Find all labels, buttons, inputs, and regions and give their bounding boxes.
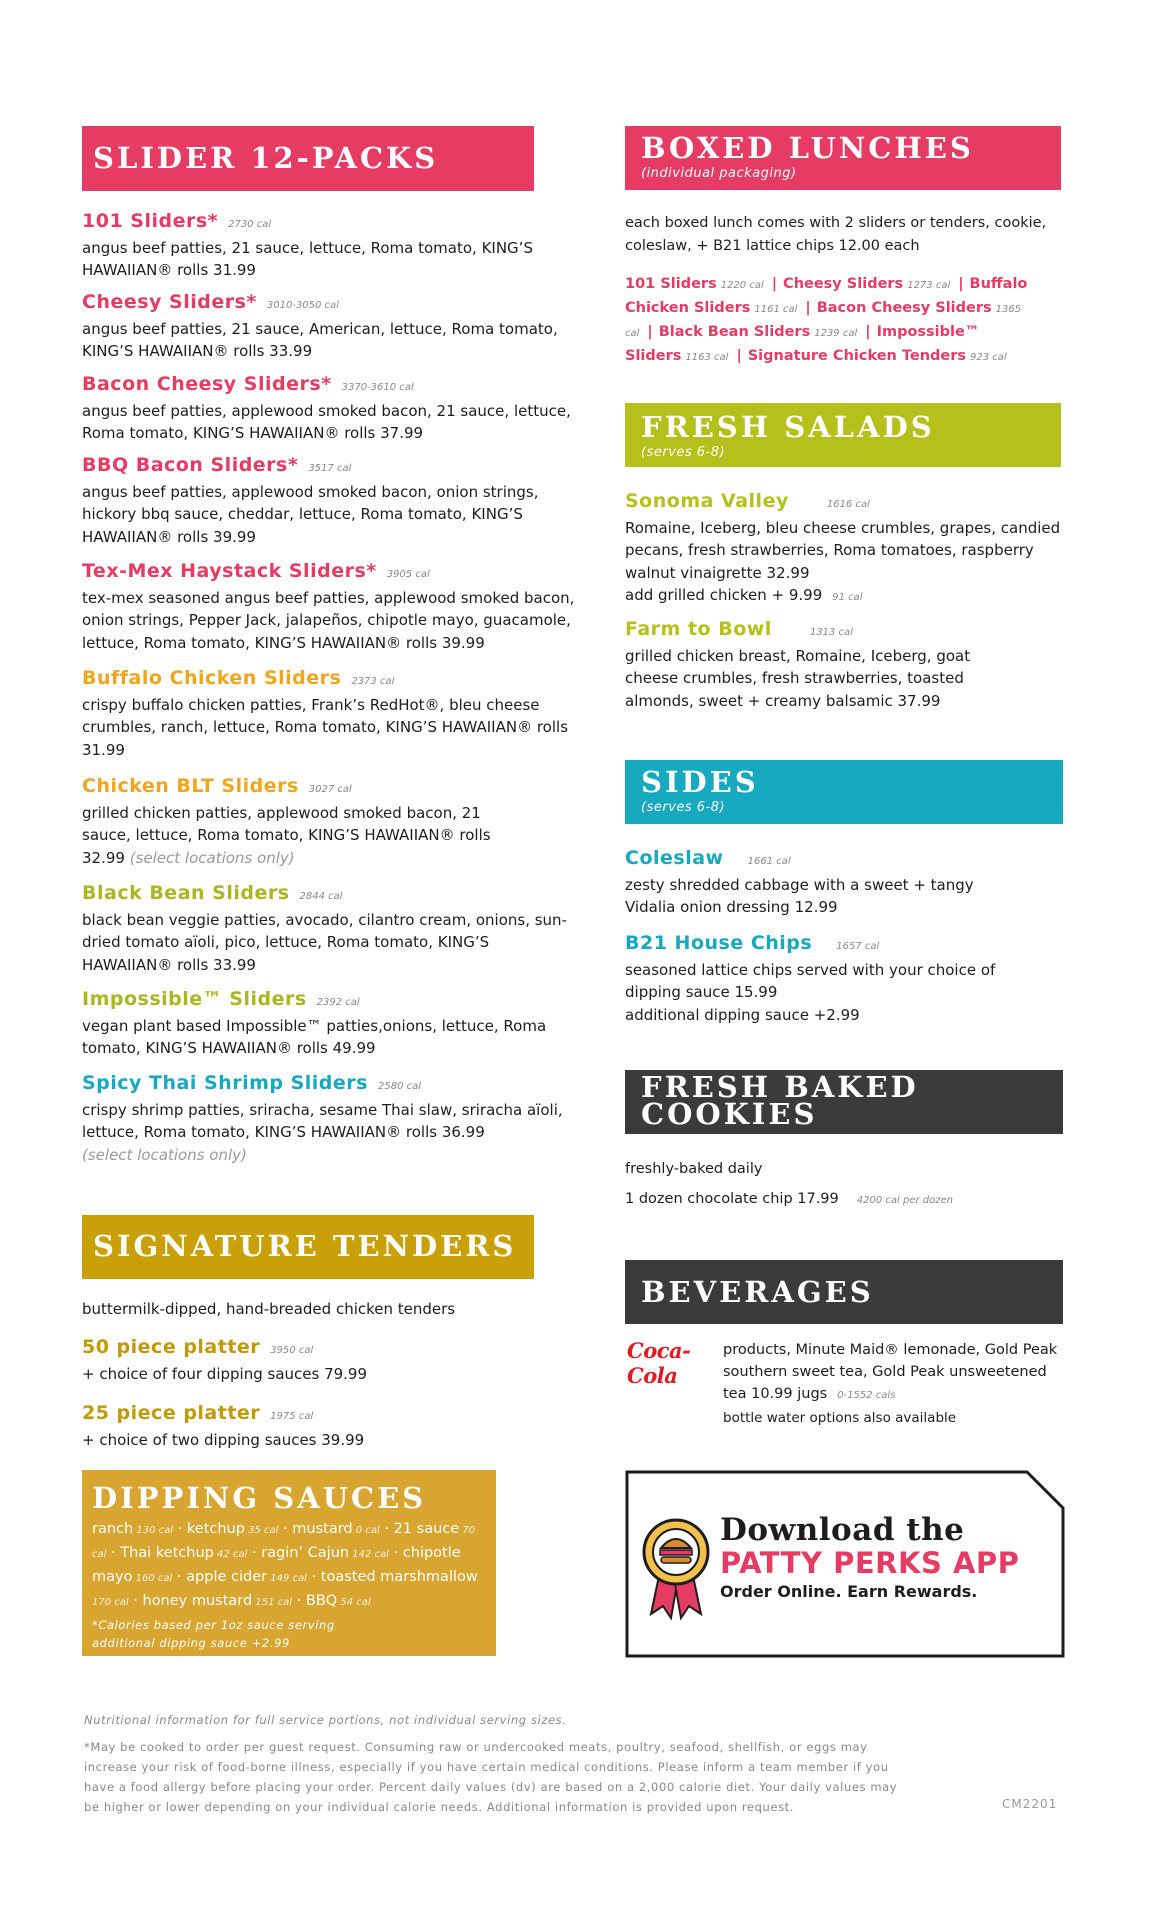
sauces-extra: additional dipping sauce +2.99 bbox=[92, 1636, 290, 1650]
menu-item-coleslaw bbox=[625, 847, 1025, 919]
item-name: 25 piece platter bbox=[82, 1402, 261, 1424]
item-desc: angus beef patties, applewood smoked bacon, 21 sauce, lettuce, Roma tomato, KING’S HAWAIIAN® rolls 37.99 bbox=[82, 401, 571, 442]
sauce-cal: 70 cal bbox=[92, 1525, 476, 1560]
item-desc: + choice of four dipping sauces 79.99 bbox=[82, 1364, 368, 1383]
cookies-info bbox=[625, 1154, 1065, 1216]
item-desc: black bean veggie patties, avocado, cilantro cream, onions, sun-dried tomato aïoli, pico, lettuce, Roma tomato, KING’S HAWAIIAN® rolls 33.99 bbox=[82, 910, 567, 974]
separator: · bbox=[278, 1521, 293, 1537]
item-desc: angus beef patties, 21 sauce, American, lettuce, Roma tomato, KING’S HAWAIIAN® rolls 33.99 bbox=[82, 319, 558, 360]
sliders-header bbox=[82, 126, 534, 191]
boxed-item-name: Black Bean Sliders bbox=[658, 324, 811, 340]
dipping-sauces-box bbox=[82, 1470, 496, 1656]
separator: | bbox=[647, 324, 653, 340]
sauce-name: chipotle mayo bbox=[92, 1545, 461, 1585]
item-desc: crispy shrimp patties, sriracha, sesame Thai slaw, sriracha aïoli, lettuce, Roma tomato, KING’S HAWAIIAN® rolls 36.99 bbox=[82, 1100, 563, 1141]
separator: · bbox=[128, 1593, 143, 1609]
separator: | bbox=[865, 324, 871, 340]
footer-disclaimer bbox=[84, 1737, 904, 1817]
salads-subtitle: (serves 6-8) bbox=[641, 445, 726, 460]
separator: · bbox=[306, 1569, 321, 1585]
item-name: Black Bean Sliders bbox=[82, 882, 290, 904]
boxed-lunches-header bbox=[625, 126, 1061, 190]
separator: · bbox=[172, 1569, 187, 1585]
item-cal: 2373 cal bbox=[351, 676, 395, 687]
boxed-item-cal: 923 cal bbox=[970, 352, 1007, 363]
nutrition-note: Nutritional information for full service portions, not individual serving sizes. bbox=[84, 1713, 567, 1727]
cookies-header bbox=[625, 1070, 1063, 1134]
item-note: (select locations only) bbox=[82, 1145, 247, 1164]
item-cal: 2580 cal bbox=[377, 1081, 422, 1092]
cookies-cal: 4200 cal per dozen bbox=[856, 1195, 953, 1206]
app-line2: PATTY PERKS APP bbox=[720, 1546, 1020, 1580]
item-desc: + choice of two dipping sauces 39.99 bbox=[82, 1430, 365, 1449]
sauce-cal: 160 cal bbox=[132, 1573, 173, 1584]
menu-item-spicy-thai-shrimp-sliders bbox=[82, 1072, 582, 1166]
sauce-name: apple cider bbox=[186, 1569, 268, 1585]
beverages-info bbox=[723, 1339, 1068, 1429]
disclaimer-text: *May be cooked to order per guest request. Consuming raw or undercooked meats, poultry, seafood, shellfish, or eggs may increase your risk of food-borne illness, especially if you have certain medical conditions. Please inform a team member if you have a food allergy before placing your order. Percent daily values (dv) are based on a 2,000 calorie diet. Your daily values may be higher or lower depending on your individual calorie needs. Additional information is provided upon request. bbox=[84, 1740, 898, 1814]
coca-cola-logo-text: Coca-Cola bbox=[627, 1338, 691, 1388]
boxed-item-cal: 1273 cal bbox=[907, 280, 951, 291]
item-name: 101 Sliders* bbox=[82, 210, 219, 232]
sauces-title: DIPPING SAUCES bbox=[92, 1481, 427, 1515]
boxed-item-name: Cheesy Sliders bbox=[783, 276, 904, 292]
app-promo[interactable] bbox=[625, 1470, 1065, 1658]
tenders-intro bbox=[82, 1298, 582, 1321]
boxed-item-name: 101 Sliders bbox=[625, 276, 717, 292]
boxed-item-name: Impossible™ Sliders bbox=[625, 324, 980, 364]
item-cal: 2392 cal bbox=[316, 997, 360, 1008]
tenders-header bbox=[82, 1215, 534, 1279]
sauce-name: honey mustard bbox=[142, 1593, 253, 1609]
menu-item-buffalo-chicken-sliders bbox=[82, 667, 582, 761]
item-desc: angus beef patties, applewood smoked bacon, onion strings, hickory bbq sauce, cheddar, lettuce, Roma tomato, KING’S HAWAIIAN® rolls 39.99 bbox=[82, 482, 539, 546]
sauce-cal: 42 cal bbox=[213, 1549, 248, 1560]
salads-header bbox=[625, 403, 1061, 467]
menu-item-bacon-cheesy-sliders bbox=[82, 373, 582, 445]
beverages-cal: 0-1552 cals bbox=[837, 1390, 896, 1401]
menu-item-chicken-blt-sliders bbox=[82, 775, 582, 869]
item-cal: 1313 cal bbox=[809, 627, 853, 638]
sauce-name: toasted marshmallow bbox=[320, 1569, 478, 1585]
salads-title: FRESH SALADS bbox=[641, 410, 935, 444]
app-line1: Download the bbox=[720, 1512, 965, 1548]
item-cal: 1661 cal bbox=[747, 856, 791, 867]
sauce-name: BBQ bbox=[305, 1593, 338, 1609]
item-desc: seasoned lattice chips served with your choice of dipping sauce 15.99 bbox=[625, 960, 996, 1001]
boxed-item-cal: 1239 cal bbox=[814, 328, 858, 339]
item-name: Impossible™ Sliders bbox=[82, 988, 307, 1010]
sides-header bbox=[625, 760, 1063, 824]
item-cal: 3950 cal bbox=[270, 1345, 314, 1356]
sauce-name: ragin’ Cajun bbox=[261, 1545, 350, 1561]
boxed-item-cal: 1163 cal bbox=[685, 352, 729, 363]
menu-item-impossible-sliders bbox=[82, 988, 582, 1060]
menu-item-25-piece bbox=[82, 1402, 582, 1451]
sauce-name: 21 sauce bbox=[393, 1521, 460, 1537]
item-cal: 3905 cal bbox=[386, 569, 430, 580]
sliders-title: SLIDER 12-PACKS bbox=[93, 141, 439, 175]
sauce-cal: 170 cal bbox=[92, 1597, 129, 1608]
item-extra: additional dipping sauce +2.99 bbox=[625, 1005, 860, 1024]
sauce-cal: 130 cal bbox=[133, 1525, 174, 1536]
item-desc: crispy buffalo chicken patties, Frank’s RedHot®, bleu cheese crumbles, ranch, lettuce, Roma tomato, KING’S HAWAIIAN® rolls 31.99 bbox=[82, 695, 569, 759]
item-cal: 1616 cal bbox=[826, 499, 870, 510]
sauce-name: ketchup bbox=[186, 1521, 245, 1537]
beverages-title: BEVERAGES bbox=[641, 1275, 874, 1309]
item-name: B21 House Chips bbox=[625, 932, 813, 954]
sauce-cal: 54 cal bbox=[337, 1597, 371, 1608]
tenders-title: SIGNATURE TENDERS bbox=[93, 1229, 517, 1263]
boxed-item-name: Bacon Cheesy Sliders bbox=[816, 300, 992, 316]
item-name: Sonoma Valley bbox=[625, 490, 789, 512]
item-desc: grilled chicken patties, applewood smoked bacon, 21 sauce, lettuce, Roma tomato, KING’S HAWAIIAN® rolls 32.99 bbox=[82, 803, 491, 867]
tenders-intro-text: buttermilk-dipped, hand-breaded chicken tenders bbox=[82, 1300, 456, 1318]
left-column bbox=[82, 0, 582, 1920]
menu-item-black-bean-sliders bbox=[82, 882, 582, 976]
app-line3: Order Online. Earn Rewards. bbox=[720, 1582, 978, 1601]
beverages-extra: bottle water options also available bbox=[723, 1410, 957, 1426]
cookies-title: FRESH BAKED COOKIES bbox=[641, 1070, 919, 1131]
separator: · bbox=[379, 1521, 394, 1537]
beverages-header bbox=[625, 1260, 1063, 1324]
separator: · bbox=[173, 1521, 187, 1537]
item-desc: angus beef patties, 21 sauce, lettuce, Roma tomato, KING’S HAWAIIAN® rolls 31.99 bbox=[82, 238, 533, 279]
sauce-name: mustard bbox=[292, 1521, 353, 1537]
cookies-item: 1 dozen chocolate chip 17.99 bbox=[625, 1191, 839, 1207]
boxed-item-cal: 1220 cal bbox=[720, 280, 764, 291]
coca-cola-logo bbox=[627, 1338, 719, 1388]
boxed-desc-text: each boxed lunch comes with 2 sliders or tenders, cookie, coleslaw, + B21 lattice chips 12.00 each bbox=[625, 215, 1047, 254]
item-name: Spicy Thai Shrimp Sliders bbox=[82, 1072, 368, 1094]
item-cal: 2844 cal bbox=[299, 891, 343, 902]
menu-item-house-chips bbox=[625, 932, 1025, 1026]
item-cal: 3517 cal bbox=[308, 463, 352, 474]
item-name: Bacon Cheesy Sliders* bbox=[82, 373, 332, 395]
boxed-subtitle: (individual packaging) bbox=[641, 166, 797, 181]
beverages-desc: products, Minute Maid® lemonade, Gold Peak southern sweet tea, Gold Peak unsweetened tea 10.99 jugs bbox=[723, 1342, 1058, 1402]
item-cal: 3010-3050 cal bbox=[266, 300, 339, 311]
sauce-list bbox=[82, 1514, 496, 1614]
boxed-desc bbox=[625, 212, 1065, 258]
separator: | bbox=[771, 276, 778, 292]
item-extra-cal: 91 cal bbox=[832, 592, 863, 603]
sauce-cal: 0 cal bbox=[352, 1525, 380, 1536]
menu-item-50-piece bbox=[82, 1336, 582, 1385]
footer-nutrition bbox=[84, 1710, 1074, 1730]
item-desc: tex-mex seasoned angus beef patties, applewood smoked bacon, onion strings, Pepper Jack, jalapeños, chipotle mayo, guacamole, lettuce, Roma tomato, KING’S HAWAIIAN® rolls 39.99 bbox=[82, 588, 575, 652]
separator: | bbox=[805, 300, 811, 316]
sauce-name: ranch bbox=[92, 1521, 134, 1537]
item-name: Chicken BLT Sliders bbox=[82, 775, 299, 797]
boxed-item-cal: 1161 cal bbox=[754, 304, 798, 315]
item-cal: 3370-3610 cal bbox=[341, 382, 414, 393]
right-column bbox=[625, 0, 1065, 1920]
separator: | bbox=[736, 348, 742, 364]
sauce-name: Thai ketchup bbox=[120, 1545, 214, 1561]
item-desc: Romaine, Iceberg, bleu cheese crumbles, grapes, candied pecans, fresh strawberries, Roma tomatoes, raspberry walnut vinaigrette 32.99 bbox=[625, 518, 1061, 582]
menu-item-farm-to-bowl bbox=[625, 618, 985, 712]
menu-code: CM2201 bbox=[1002, 1797, 1058, 1811]
item-desc: zesty shredded cabbage with a sweet + tangy Vidalia onion dressing 12.99 bbox=[625, 875, 974, 916]
sauce-cal: 142 cal bbox=[349, 1549, 389, 1560]
menu-item-101-sliders bbox=[82, 210, 582, 282]
item-cal: 1975 cal bbox=[270, 1411, 314, 1422]
menu-item-cheesy-sliders bbox=[82, 291, 582, 363]
separator: · bbox=[247, 1545, 262, 1561]
separator: · bbox=[388, 1545, 403, 1561]
item-cal: 3027 cal bbox=[308, 784, 352, 795]
boxed-title: BOXED LUNCHES bbox=[641, 131, 974, 165]
burger-badge-icon bbox=[641, 1514, 711, 1624]
boxed-item-name: Buffalo Chicken Sliders bbox=[625, 276, 1028, 316]
sauce-cal: 151 cal bbox=[252, 1597, 293, 1608]
boxed-items bbox=[625, 273, 1065, 369]
menu-item-sonoma-valley bbox=[625, 490, 1065, 610]
sides-title: SIDES bbox=[641, 765, 759, 799]
menu-item-tex-mex-sliders bbox=[82, 560, 582, 654]
item-name: Tex-Mex Haystack Sliders* bbox=[82, 560, 377, 582]
item-name: Farm to Bowl bbox=[625, 618, 772, 640]
item-name: Buffalo Chicken Sliders bbox=[82, 667, 342, 689]
item-name: Coleslaw bbox=[625, 847, 724, 869]
item-desc: grilled chicken breast, Romaine, Iceberg, goat cheese crumbles, fresh strawberries, toasted almonds, sweet + creamy balsamic 37.99 bbox=[625, 646, 971, 710]
item-cal: 1657 cal bbox=[836, 941, 880, 952]
sides-subtitle: (serves 6-8) bbox=[641, 800, 726, 815]
boxed-item-cal: 1365 cal bbox=[625, 304, 1022, 339]
item-extra: add grilled chicken + 9.99 bbox=[625, 586, 823, 604]
separator: · bbox=[106, 1545, 121, 1561]
separator: · bbox=[292, 1593, 306, 1609]
item-name: Cheesy Sliders* bbox=[82, 291, 257, 313]
sauce-cal: 35 cal bbox=[244, 1525, 279, 1536]
menu-item-bbq-bacon-sliders bbox=[82, 454, 582, 548]
separator: | bbox=[958, 276, 964, 292]
sauce-cal: 149 cal bbox=[267, 1573, 307, 1584]
item-note: (select locations only) bbox=[129, 848, 295, 867]
item-name: BBQ Bacon Sliders* bbox=[82, 454, 299, 476]
item-cal: 2730 cal bbox=[228, 219, 272, 230]
sauces-note: *Calories based per 1oz sauce serving bbox=[92, 1618, 335, 1632]
boxed-item-name: Signature Chicken Tenders bbox=[747, 348, 967, 364]
cookies-desc: freshly-baked daily bbox=[625, 1161, 763, 1177]
item-desc: vegan plant based Impossible™ patties,onions, lettuce, Roma tomato, KING’S HAWAIIAN® rolls 49.99 bbox=[82, 1016, 547, 1057]
item-name: 50 piece platter bbox=[82, 1336, 261, 1358]
